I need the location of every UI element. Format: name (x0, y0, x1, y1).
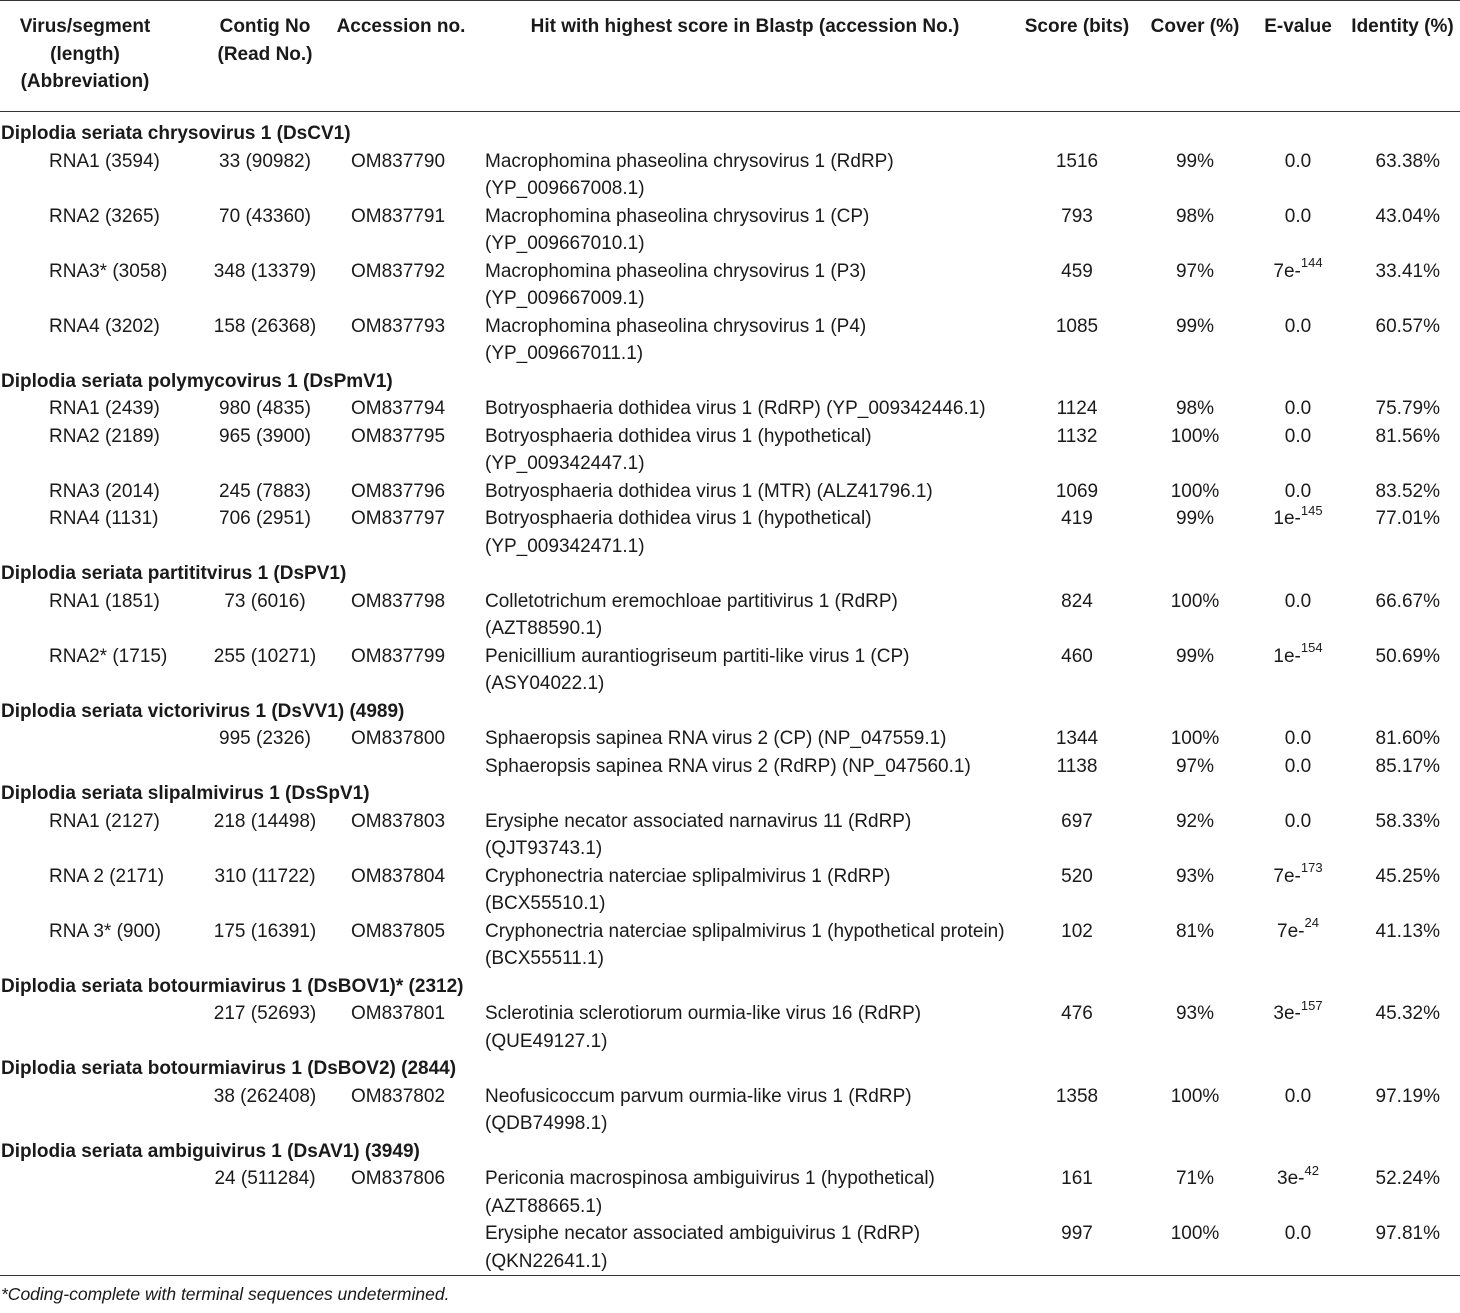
cell-evalue (1258, 997, 1338, 1028)
cell-segment: RNA 2 (2171) (49, 865, 165, 887)
cell-identity: 77.01% (1375, 508, 1440, 529)
evalue-base: 0.0 (1284, 205, 1312, 227)
cell-accession: OM837799 (351, 645, 446, 667)
evalue-exponent: 145 (1300, 502, 1323, 518)
cell-score: 793 (1061, 205, 1093, 227)
cell-segment: RNA2 (2189) (49, 425, 160, 447)
cell-contig: 310 (11722) (214, 865, 316, 887)
table-header (0, 0, 1460, 112)
cell-evalue (1258, 860, 1338, 891)
table-row (0, 311, 1460, 366)
cell-accession: OM837798 (351, 590, 446, 612)
cell-evalue (1258, 640, 1338, 671)
cell-evalue (1258, 395, 1338, 423)
cell-accession: OM837793 (351, 315, 446, 337)
cell-accession: OM837802 (351, 1085, 446, 1107)
cell-contig: 33 (90982) (219, 150, 311, 172)
cell-evalue (1258, 588, 1338, 616)
cell-score: 520 (1061, 865, 1093, 887)
footnote: *Coding-complete with terminal sequences undetermined. (1, 1284, 450, 1304)
cell-evalue (1258, 808, 1338, 836)
evalue-exponent: 144 (1300, 255, 1323, 271)
cell-cover: 97% (1175, 755, 1215, 777)
cell-identity: 75.79% (1375, 398, 1440, 419)
table-row (0, 751, 1460, 779)
group-row (0, 696, 1460, 724)
group-title: Diplodia seriata botourmiavirus 1 (DsBOV1)* (2312) (1, 975, 464, 997)
cell-score: 161 (1061, 1168, 1093, 1189)
evalue-base: 0.0 (1284, 755, 1312, 777)
evalue-base: 1e- (1273, 508, 1301, 529)
cell-cover: 93% (1175, 865, 1215, 887)
cell-accession: OM837790 (351, 150, 446, 172)
cell-identity: 50.69% (1375, 645, 1440, 667)
cell-evalue (1258, 423, 1338, 451)
cell-contig: 73 (6016) (224, 590, 306, 612)
table-row (0, 503, 1460, 558)
cell-identity: 81.56% (1375, 425, 1440, 447)
cell-score: 476 (1061, 1003, 1093, 1024)
cell-contig: 980 (4835) (219, 398, 311, 419)
evalue-base: 1e- (1273, 645, 1301, 667)
evalue-base: 0.0 (1284, 1085, 1312, 1107)
cell-evalue (1258, 203, 1338, 231)
evalue-base: 0.0 (1284, 480, 1312, 502)
evalue-base: 0.0 (1284, 728, 1312, 749)
evalue-exponent: 157 (1300, 997, 1323, 1013)
cell-contig: 175 (16391) (213, 920, 317, 942)
group-title: Diplodia seriata polymycovirus 1 (DsPmV1) (1, 370, 393, 392)
evalue-base: 0.0 (1284, 1223, 1312, 1244)
cell-hit: Neofusicoccum parvum ourmia-like virus 1 (RdRP) (QDB74998.1) (485, 1085, 912, 1134)
table-row (0, 1163, 1460, 1218)
group-row (0, 1053, 1460, 1081)
cell-accession: OM837797 (351, 508, 446, 529)
cell-identity: 45.32% (1375, 1003, 1440, 1024)
cell-score: 459 (1061, 260, 1093, 282)
cell-identity: 41.13% (1375, 920, 1440, 942)
table-row (0, 861, 1460, 916)
table-row (0, 256, 1460, 311)
table-row (0, 641, 1460, 696)
cell-contig: 217 (52693) (213, 1003, 317, 1024)
cell-contig: 158 (26368) (213, 315, 317, 337)
group-title: Diplodia seriata partititvirus 1 (DsPV1) (1, 563, 347, 584)
cell-segment: RNA1 (2439) (49, 398, 160, 419)
cell-cover: 100% (1170, 425, 1220, 447)
table-row (0, 146, 1460, 201)
cell-segment: RNA4 (3202) (49, 315, 160, 337)
evalue-exponent: 24 (1304, 915, 1319, 931)
cell-hit: Macrophomina phaseolina chrysovirus 1 (P3) (YP_009667009.1) (485, 260, 867, 309)
cell-identity: 52.24% (1375, 1168, 1440, 1189)
group-row (0, 558, 1460, 586)
cell-cover: 93% (1175, 1003, 1215, 1024)
cell-score: 1344 (1055, 728, 1099, 749)
header-segment: Virus/segment (length) (Abbreviation) (19, 16, 151, 92)
evalue-base: 0.0 (1284, 425, 1312, 447)
cell-contig: 24 (511284) (214, 1168, 316, 1189)
table-row (0, 806, 1460, 861)
cell-accession: OM837794 (351, 398, 446, 419)
cell-score: 1358 (1055, 1085, 1099, 1107)
cell-cover: 100% (1170, 1085, 1220, 1107)
table-row (0, 421, 1460, 476)
cell-score: 460 (1061, 645, 1093, 667)
evalue-base: 0.0 (1284, 398, 1312, 419)
cell-evalue (1258, 1083, 1338, 1111)
cell-contig: 348 (13379) (213, 260, 317, 282)
cell-identity: 97.81% (1375, 1223, 1440, 1244)
cell-accession: OM837801 (351, 1003, 446, 1024)
header-score: Score (bits) (1024, 16, 1130, 37)
evalue-base: 0.0 (1284, 150, 1312, 172)
header-evalue: E-value (1264, 16, 1332, 37)
group-title: Diplodia seriata slipalmivirus 1 (DsSpV1) (1, 783, 370, 804)
cell-hit: Botryosphaeria dothidea virus 1 (hypothetical) (YP_009342471.1) (485, 508, 872, 557)
cell-contig: 255 (10271) (213, 645, 317, 667)
cell-identity: 45.25% (1375, 865, 1440, 887)
header-contig: Contig No (Read No.) (217, 16, 313, 65)
cell-score: 1516 (1055, 150, 1099, 172)
cell-segment: RNA3* (3058) (49, 260, 168, 282)
cell-hit: Macrophomina phaseolina chrysovirus 1 (RdRP) (YP_009667008.1) (485, 150, 894, 199)
header-accession: Accession no. (336, 16, 466, 37)
cell-contig: 70 (43360) (219, 205, 311, 227)
cell-hit: Cryphonectria naterciae splipalmivirus 1 (RdRP) (BCX55510.1) (485, 865, 891, 914)
cell-identity: 63.38% (1375, 150, 1440, 172)
cell-evalue (1258, 1220, 1338, 1248)
cell-evalue (1258, 1162, 1338, 1193)
cell-segment: RNA 3* (900) (49, 920, 161, 942)
cell-cover: 92% (1175, 810, 1215, 832)
cell-evalue (1258, 725, 1338, 753)
cell-accession: OM837806 (351, 1168, 446, 1189)
cell-identity: 60.57% (1375, 315, 1440, 337)
cell-hit: Botryosphaeria dothidea virus 1 (hypothetical) (YP_009342447.1) (485, 425, 872, 474)
table-row (0, 393, 1460, 421)
table-row (0, 1081, 1460, 1136)
cell-cover: 100% (1170, 1223, 1220, 1244)
evalue-base: 3e- (1273, 1003, 1301, 1024)
table-row (0, 586, 1460, 641)
cell-score: 419 (1061, 508, 1093, 529)
cell-contig: 995 (2326) (219, 728, 311, 749)
cell-accession: OM837805 (351, 920, 446, 942)
cell-cover: 99% (1175, 508, 1215, 529)
cell-cover: 97% (1175, 260, 1215, 282)
cell-accession: OM837792 (351, 260, 446, 282)
cell-hit: Botryosphaeria dothidea virus 1 (MTR) (ALZ41796.1) (485, 480, 933, 502)
cell-segment: RNA2 (3265) (49, 205, 160, 227)
cell-cover: 98% (1175, 205, 1215, 227)
cell-identity: 66.67% (1375, 590, 1440, 612)
cell-hit: Colletotrichum eremochloae partitivirus 1 (RdRP) (AZT88590.1) (485, 590, 898, 639)
evalue-exponent: 173 (1300, 860, 1323, 876)
cell-identity: 58.33% (1375, 810, 1440, 832)
cell-cover: 98% (1175, 398, 1215, 419)
table-row (0, 201, 1460, 256)
header-cover: Cover (%) (1150, 16, 1240, 37)
group-row (0, 366, 1460, 394)
cell-contig: 706 (2951) (219, 508, 311, 529)
cell-segment: RNA1 (2127) (49, 810, 160, 832)
table-row (0, 916, 1460, 971)
group-title: Diplodia seriata victorivirus 1 (DsVV1) (4989) (1, 700, 405, 722)
group-title: Diplodia seriata ambiguivirus 1 (DsAV1) (3949) (1, 1140, 420, 1162)
cell-contig: 245 (7883) (219, 480, 311, 502)
evalue-base: 0.0 (1284, 590, 1312, 612)
evalue-base: 3e- (1277, 1168, 1305, 1189)
cell-accession: OM837791 (351, 205, 446, 227)
cell-cover: 100% (1170, 590, 1220, 612)
cell-score: 1138 (1056, 755, 1098, 777)
cell-segment: RNA1 (3594) (49, 150, 160, 172)
table-row (0, 476, 1460, 504)
cell-score: 1124 (1056, 398, 1098, 419)
cell-contig: 218 (14498) (213, 810, 317, 832)
cell-cover: 100% (1170, 728, 1220, 749)
group-row (0, 971, 1460, 999)
cell-evalue (1258, 502, 1338, 533)
evalue-base: 0.0 (1284, 810, 1312, 832)
cell-evalue (1258, 915, 1338, 946)
cell-cover: 99% (1175, 315, 1215, 337)
cell-hit: Sphaeropsis sapinea RNA virus 2 (RdRP) (NP_047560.1) (485, 755, 971, 777)
cell-hit: Sclerotinia sclerotiorum ourmia-like virus 16 (RdRP) (QUE49127.1) (485, 1003, 922, 1052)
cell-segment: RNA4 (1131) (49, 508, 159, 529)
cell-identity: 97.19% (1375, 1085, 1440, 1107)
cell-cover: 100% (1170, 480, 1220, 502)
evalue-base: 7e- (1277, 920, 1305, 942)
cell-evalue (1258, 255, 1338, 286)
cell-score: 997 (1061, 1223, 1093, 1244)
cell-accession: OM837795 (351, 425, 446, 447)
cell-evalue (1258, 753, 1338, 781)
cell-hit: Penicillium aurantiogriseum partiti-like virus 1 (CP) (ASY04022.1) (485, 645, 910, 694)
table-body (0, 112, 1460, 1273)
evalue-base: 7e- (1273, 865, 1301, 887)
cell-hit: Erysiphe necator associated narnavirus 11 (RdRP) (QJT93743.1) (485, 810, 912, 859)
cell-hit: Sphaeropsis sapinea RNA virus 2 (CP) (NP_047559.1) (485, 728, 947, 749)
cell-accession: OM837796 (351, 480, 446, 502)
group-title: Diplodia seriata chrysovirus 1 (DsCV1) (1, 123, 351, 144)
cell-hit: Macrophomina phaseolina chrysovirus 1 (CP) (YP_009667010.1) (485, 205, 870, 254)
cell-accession: OM837804 (351, 865, 446, 887)
cell-evalue (1258, 313, 1338, 341)
cell-contig: 38 (262408) (213, 1085, 317, 1107)
group-row (0, 118, 1460, 146)
evalue-exponent: 154 (1300, 640, 1323, 656)
cell-hit: Cryphonectria naterciae splipalmivirus 1 (hypothetical protein) (BCX55511.1) (485, 920, 1005, 969)
group-title: Diplodia seriata botourmiavirus 1 (DsBOV2) (2844) (1, 1058, 457, 1079)
cell-identity: 81.60% (1375, 728, 1440, 749)
cell-segment: RNA1 (1851) (49, 590, 160, 612)
cell-cover: 71% (1175, 1168, 1215, 1189)
cell-evalue (1258, 148, 1338, 176)
cell-evalue (1258, 478, 1338, 506)
cell-hit: Macrophomina phaseolina chrysovirus 1 (P4) (YP_009667011.1) (485, 315, 867, 364)
cell-hit: Periconia macrospinosa ambiguivirus 1 (hypothetical) (AZT88665.1) (485, 1168, 935, 1217)
cell-identity: 83.52% (1375, 480, 1440, 502)
cell-identity: 85.17% (1375, 755, 1440, 777)
cell-score: 697 (1061, 810, 1093, 832)
table-row (0, 998, 1460, 1053)
cell-cover: 99% (1175, 645, 1215, 667)
cell-cover: 99% (1175, 150, 1215, 172)
evalue-base: 7e- (1273, 260, 1301, 282)
cell-accession: OM837803 (351, 810, 446, 832)
cell-score: 1069 (1055, 480, 1099, 502)
group-row (0, 778, 1460, 806)
cell-score: 1132 (1056, 425, 1098, 447)
cell-identity: 33.41% (1375, 260, 1440, 282)
cell-score: 1085 (1055, 315, 1099, 337)
cell-identity: 43.04% (1375, 205, 1440, 227)
evalue-exponent: 42 (1304, 1162, 1319, 1178)
cell-segment: RNA2* (1715) (49, 645, 168, 667)
header-hit: Hit with highest score in Blastp (accession No.) (530, 16, 960, 37)
cell-hit: Botryosphaeria dothidea virus 1 (RdRP) (YP_009342446.1) (485, 398, 986, 419)
group-row (0, 1136, 1460, 1164)
cell-accession: OM837800 (351, 728, 446, 749)
cell-contig: 965 (3900) (219, 425, 311, 447)
evalue-base: 0.0 (1284, 315, 1312, 337)
cell-cover: 81% (1175, 920, 1215, 942)
cell-score: 824 (1061, 590, 1093, 612)
header-identity: Identity (%) (1351, 16, 1454, 37)
cell-hit: Erysiphe necator associated ambiguivirus 1 (RdRP) (QKN22641.1) (485, 1223, 921, 1272)
cell-score: 102 (1061, 920, 1093, 942)
table-row (0, 723, 1460, 751)
table-row (0, 1218, 1460, 1273)
cell-segment: RNA3 (2014) (49, 480, 160, 502)
